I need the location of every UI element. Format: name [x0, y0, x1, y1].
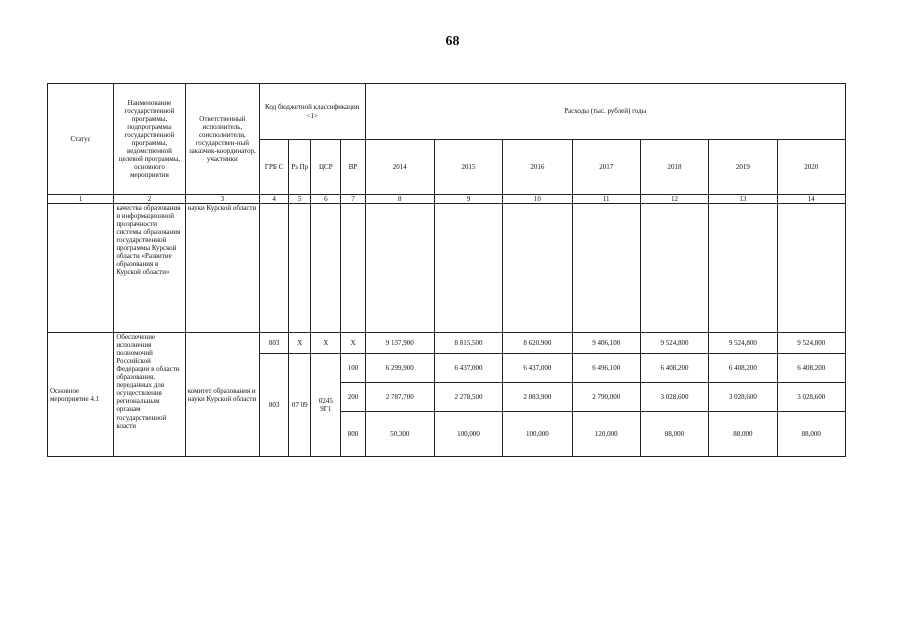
amount-cell: 88,000 [777, 412, 845, 457]
activity-rzpr: 07 09 [289, 354, 311, 457]
empty-cell [365, 204, 434, 333]
header-responsible: Ответственный исполнитель, соисполнители, государствен-ный заказчик-координатор, участники [185, 84, 259, 195]
amount-cell: 6 437,000 [434, 354, 502, 383]
activity-total-row [48, 333, 846, 354]
amount-cell: 50,300 [365, 412, 434, 457]
empty-cell [503, 204, 572, 333]
amount-cell: 88,000 [709, 412, 777, 457]
vr-code: 200 [341, 383, 365, 412]
col-number: 7 [341, 195, 365, 204]
col-number: 5 [289, 195, 311, 204]
amount-cell: 3 028,600 [777, 383, 845, 412]
page-number: 68 [445, 34, 460, 49]
amount-cell: 120,000 [572, 412, 640, 457]
header-code-grbs: ГРБ С [260, 140, 289, 195]
amount-cell: 2 083,900 [503, 383, 572, 412]
total-grbs: 803 [260, 333, 289, 354]
amount-cell: 9 524,800 [640, 333, 708, 354]
amount-cell: 3 028,600 [709, 383, 777, 412]
header-year: 2020 [777, 140, 845, 195]
amount-cell: 9 524,800 [777, 333, 845, 354]
col-number: 4 [260, 195, 289, 204]
col-number: 12 [640, 195, 708, 204]
empty-cell [640, 204, 708, 333]
col-number: 2 [114, 195, 185, 204]
continued-status-cell [48, 204, 114, 333]
header-status: Статус [48, 84, 114, 195]
continued-row [48, 204, 846, 333]
empty-cell [289, 204, 311, 333]
activity-status: Основное мероприятие 4.1 [48, 333, 114, 457]
col-number: 8 [365, 195, 434, 204]
activity-responsible: комитет образования и науки Курской области [185, 333, 259, 457]
amount-cell: 6 437,000 [503, 354, 572, 383]
empty-cell [311, 204, 341, 333]
col-number: 3 [185, 195, 259, 204]
column-number-row [48, 195, 846, 204]
col-number: 13 [709, 195, 777, 204]
total-csr: X [311, 333, 341, 354]
amount-cell: 2 278,500 [434, 383, 502, 412]
total-rzpr: X [289, 333, 311, 354]
amount-cell: 6 299,900 [365, 354, 434, 383]
vr-code: 800 [341, 412, 365, 457]
activity-grbs: 803 [260, 354, 289, 457]
total-vr: X [341, 333, 365, 354]
activity-name: Обеспечение исполнения полномочий Российской Федерации в области образования, переданных для осуществления региональным органам государственной власти [114, 333, 185, 457]
header-year: 2017 [572, 140, 640, 195]
amount-cell: 3 028,600 [640, 383, 708, 412]
amount-cell: 6 496,100 [572, 354, 640, 383]
amount-cell: 8 620,900 [503, 333, 572, 354]
header-year: 2019 [709, 140, 777, 195]
amount-cell: 100,000 [503, 412, 572, 457]
amount-cell: 9 524,800 [709, 333, 777, 354]
amount-cell: 9 137,900 [365, 333, 434, 354]
empty-cell [434, 204, 502, 333]
empty-cell [777, 204, 845, 333]
amount-cell: 6 408,200 [777, 354, 845, 383]
header-code-rzpr: Рз Пр [289, 140, 311, 195]
header-row-1 [48, 84, 846, 140]
continued-name: качества образования и информационной прозрачности системы образования государственной программы Курской области «Развитие образования в Курской области» [114, 204, 185, 333]
header-year: 2014 [365, 140, 434, 195]
budget-table [47, 83, 846, 457]
empty-cell [260, 204, 289, 333]
col-number: 11 [572, 195, 640, 204]
amount-cell: 6 408,200 [640, 354, 708, 383]
amount-cell: 100,000 [434, 412, 502, 457]
header-expenses: Расходы (тыс. рублей) годы [365, 84, 845, 140]
header-year: 2015 [434, 140, 502, 195]
activity-csr: 0245 9Г1 [311, 354, 341, 457]
col-number: 10 [503, 195, 572, 204]
continued-responsible: науки Курской области [185, 204, 259, 333]
vr-code: 100 [341, 354, 365, 383]
header-budget-code: Код бюджетной классификации <1> [260, 84, 366, 140]
empty-cell [709, 204, 777, 333]
header-code-vr: ВР [341, 140, 365, 195]
header-name: Наименование государственной программы, подпрограммы государственной программы, ведомственной целевой программы, основного мероприятия [114, 84, 185, 195]
col-number: 1 [48, 195, 114, 204]
amount-cell: 6 408,200 [709, 354, 777, 383]
header-year: 2018 [640, 140, 708, 195]
amount-cell: 9 406,100 [572, 333, 640, 354]
amount-cell: 8 815,500 [434, 333, 502, 354]
empty-cell [572, 204, 640, 333]
amount-cell: 2 790,000 [572, 383, 640, 412]
col-number: 14 [777, 195, 845, 204]
header-year: 2016 [503, 140, 572, 195]
col-number: 9 [434, 195, 502, 204]
empty-cell [341, 204, 365, 333]
amount-cell: 88,000 [640, 412, 708, 457]
amount-cell: 2 787,700 [365, 383, 434, 412]
col-number: 6 [311, 195, 341, 204]
header-code-csr: ЦСР [311, 140, 341, 195]
